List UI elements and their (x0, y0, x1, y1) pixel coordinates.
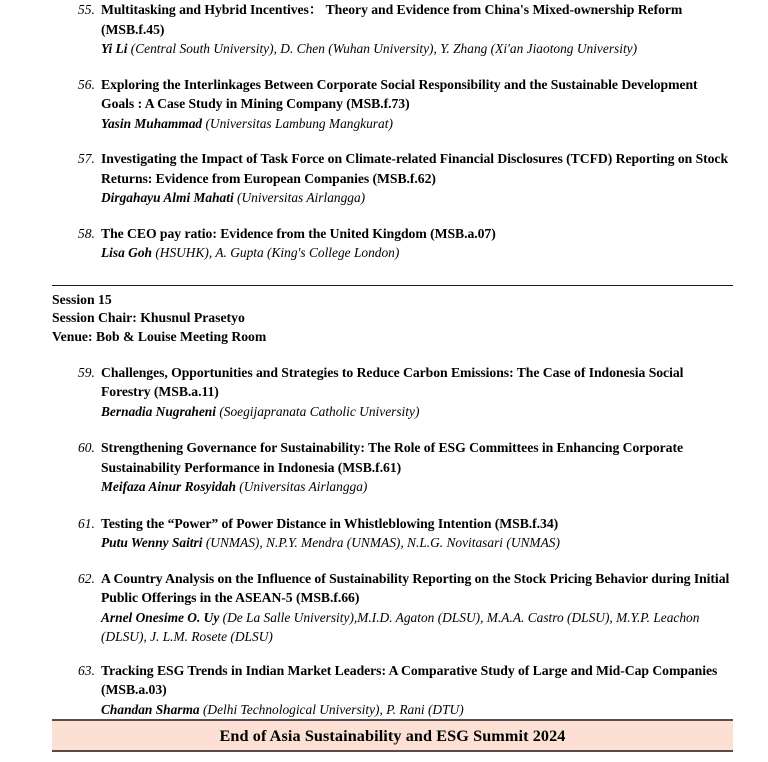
entry-authors (101, 608, 732, 647)
entry-lead-author: Arnel Onesime O. Uy (101, 609, 220, 625)
entry-spacer (0, 421, 768, 438)
program-entry (0, 224, 768, 263)
entry-list-top (0, 0, 768, 263)
entry-authors (101, 700, 732, 719)
entry-body (101, 514, 732, 553)
program-entry (0, 75, 768, 134)
session-header (0, 286, 768, 347)
entry-spacer (0, 553, 768, 569)
footer-banner (52, 719, 733, 752)
program-entry (0, 438, 768, 497)
entry-authors (101, 533, 732, 552)
entry-coauthors: (Universitas Airlangga) (235, 479, 368, 495)
entry-coauthors: (Central South University), D. Chen (Wuhan University), Y. Zhang (Xi'an Jiaotong University) (127, 41, 638, 57)
entry-lead-author: Putu Wenny Saitri (101, 535, 203, 551)
program-entry (0, 661, 768, 720)
footer-banner-text: End of Asia Sustainability and ESG Summit 2024 (219, 726, 566, 745)
entry-title: Challenges, Opportunities and Strategies to Reduce Carbon Emissions: The Case of Indonesia Social Forestry (MSB.a.11) (101, 364, 684, 400)
entry-authors (101, 188, 732, 207)
entry-lead-author: Meifaza Ainur Rosyidah (101, 479, 236, 495)
entry-title: Testing the “Power” of Power Distance in Whistleblowing Intention (MSB.f.34) (101, 515, 559, 531)
entry-coauthors: (Delhi Technological University), P. Rani (DTU) (199, 701, 464, 717)
entry-coauthors: (De La Salle University),M.I.D. Agaton (DLSU), M.A.A. Castro (DLSU), M.Y.P. Leachon (DLSU), J. L.M. Rosete (DLSU) (101, 609, 700, 645)
session-name: Session 15 (52, 291, 112, 307)
program-entry (0, 363, 768, 422)
entry-number: 60. (78, 440, 95, 456)
program-entry (0, 514, 768, 553)
entry-body (101, 75, 732, 134)
entry-title: Investigating the Impact of Task Force on Climate-related Financial Disclosures (TCFD) Reporting on Stock Returns: Evidence from European Companies (MSB.f.62) (101, 151, 729, 186)
entry-number: 57. (78, 151, 95, 167)
entry-number: 59. (78, 364, 95, 380)
entry-body (101, 438, 732, 497)
entry-spacer (0, 59, 768, 75)
entry-body (101, 224, 732, 263)
entry-coauthors: (UNMAS), N.P.Y. Mendra (UNMAS), N.L.G. Novitasari (UNMAS) (202, 535, 560, 551)
entry-authors (101, 402, 732, 421)
entry-title: Tracking ESG Trends in Indian Market Leaders: A Comparative Study of Large and Mid-Cap Companies (MSB.a.03) (101, 662, 718, 698)
entry-number: 58. (78, 225, 95, 241)
entry-list-bottom (0, 363, 768, 720)
entry-number: 55. (78, 2, 95, 17)
section-spacer (0, 347, 768, 363)
entry-body (101, 0, 732, 59)
entry-body (101, 569, 732, 647)
entry-coauthors: (HSUHK), A. Gupta (King's College London) (151, 245, 400, 261)
entry-spacer (0, 208, 768, 224)
entry-lead-author: Yasin Muhammad (101, 115, 203, 131)
section-spacer (0, 263, 768, 285)
entry-body (101, 363, 732, 422)
entry-coauthors: (Universitas Airlangga) (233, 190, 366, 206)
entry-body (101, 149, 732, 208)
program-entry (0, 569, 768, 647)
session-venue: Venue: Bob & Louise Meeting Room (52, 328, 267, 344)
entry-number: 56. (78, 76, 95, 92)
entry-title: Multitasking and Hybrid Incentives： Theory and Evidence from China's Mixed-ownership Reform (MSB.f.45) (101, 2, 683, 37)
entry-lead-author: Yi Li (101, 41, 128, 57)
program-entry (0, 149, 768, 208)
entry-title: The CEO pay ratio: Evidence from the United Kingdom (MSB.a.07) (101, 225, 496, 241)
entry-lead-author: Bernadia Nugraheni (101, 403, 216, 419)
entry-body (101, 661, 732, 720)
entry-number: 62. (78, 570, 95, 586)
entry-spacer (0, 133, 768, 149)
entry-number: 61. (78, 515, 95, 531)
entry-lead-author: Lisa Goh (101, 245, 152, 261)
entry-coauthors: (Soegijapranata Catholic University) (215, 403, 420, 419)
entry-authors (101, 114, 732, 133)
entry-spacer (0, 497, 768, 514)
entry-authors (101, 243, 732, 262)
session-chair: Session Chair: Khusnul Prasetyo (52, 310, 245, 326)
entry-authors (101, 39, 732, 58)
entry-authors (101, 477, 732, 496)
program-entry (0, 0, 768, 59)
entry-title: Exploring the Interlinkages Between Corporate Social Responsibility and the Sustainable Development Goals : A Case Study in Mining Company (MSB.f.73) (101, 76, 698, 112)
entry-lead-author: Dirgahayu Almi Mahati (101, 190, 234, 206)
entry-coauthors: (Universitas Lambung Mangkurat) (202, 115, 393, 131)
entry-title: A Country Analysis on the Influence of Sustainability Reporting on the Stock Pricing Behavior during Initial Public Offerings in the ASEAN-5 (MSB.f.66) (101, 570, 730, 606)
entry-title: Strengthening Governance for Sustainability: The Role of ESG Committees in Enhancing Corporate Sustainability Performance in Indonesia (MSB.f.61) (101, 440, 683, 475)
entry-spacer (0, 647, 768, 661)
entry-number: 63. (78, 662, 95, 678)
entry-lead-author: Chandan Sharma (101, 701, 200, 717)
